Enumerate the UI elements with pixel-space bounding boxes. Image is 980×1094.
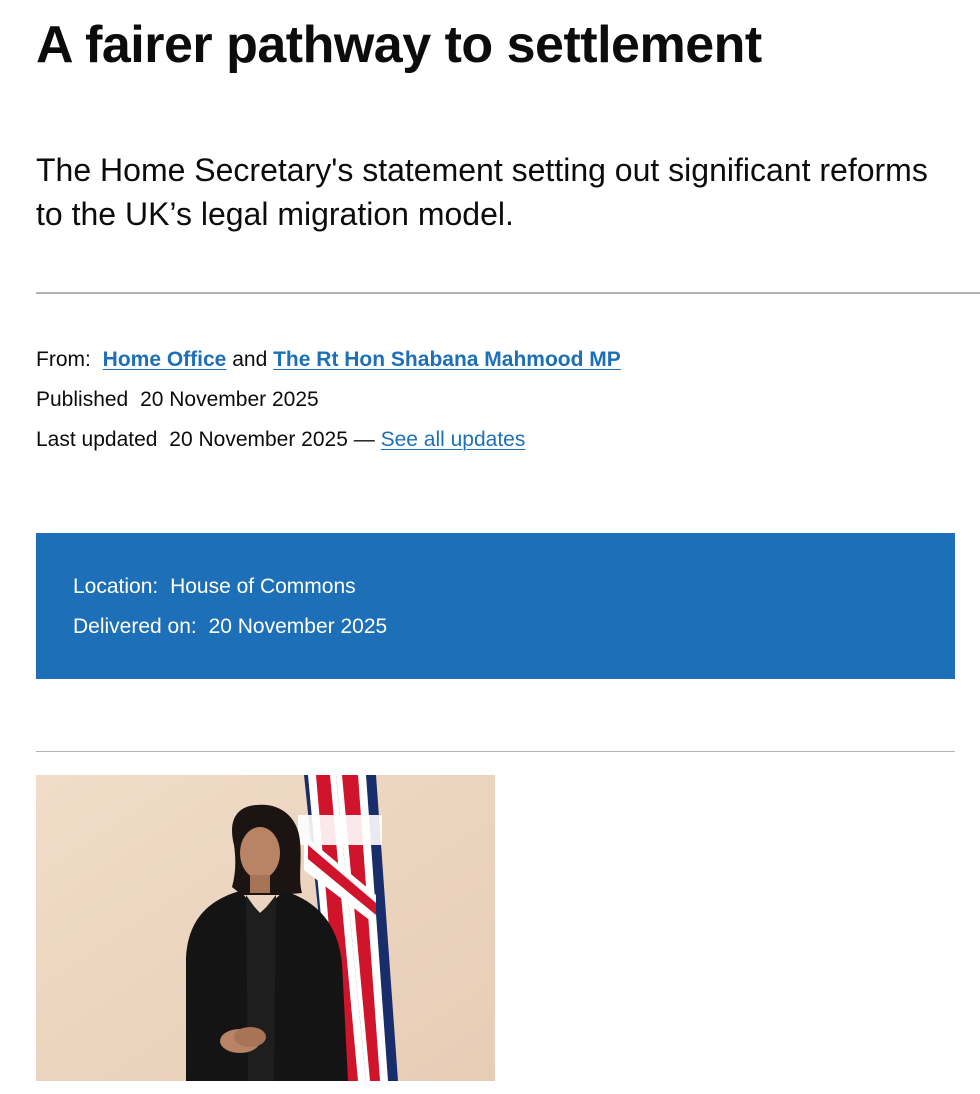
delivered-row [73,607,955,647]
published-date: 20 November 2025 [140,388,319,411]
from-conjunction: and [232,348,268,371]
page-lead: The Home Secretary's statement setting out significant reforms to the UK’s legal migration model. [36,152,928,232]
published-row [36,380,621,420]
from-row [36,340,621,380]
see-all-updates-link[interactable]: See all updates [380,428,526,451]
location-label: Location: [73,575,159,598]
portrait-illustration [36,775,495,1081]
metadata-block [36,340,621,460]
location-row [73,567,955,607]
delivered-label: Delivered on: [73,615,197,638]
updated-label: Last updated [36,428,158,451]
speech-info-box [36,533,955,679]
org-link-shabana-mahmood[interactable]: The Rt Hon Shabana Mahmood MP [273,348,621,371]
org-link-home-office[interactable]: Home Office [102,348,227,371]
delivered-value: 20 November 2025 [208,615,388,638]
content-divider [36,751,955,752]
updated-date: 20 November 2025 — [169,428,375,451]
section-divider [36,292,980,294]
portrait-photo [36,775,495,1081]
from-label: From: [36,348,91,371]
location-value: House of Commons [170,575,356,598]
page-title: A fairer pathway to settlement [36,16,762,74]
published-label: Published [36,388,129,411]
updated-row [36,420,621,460]
